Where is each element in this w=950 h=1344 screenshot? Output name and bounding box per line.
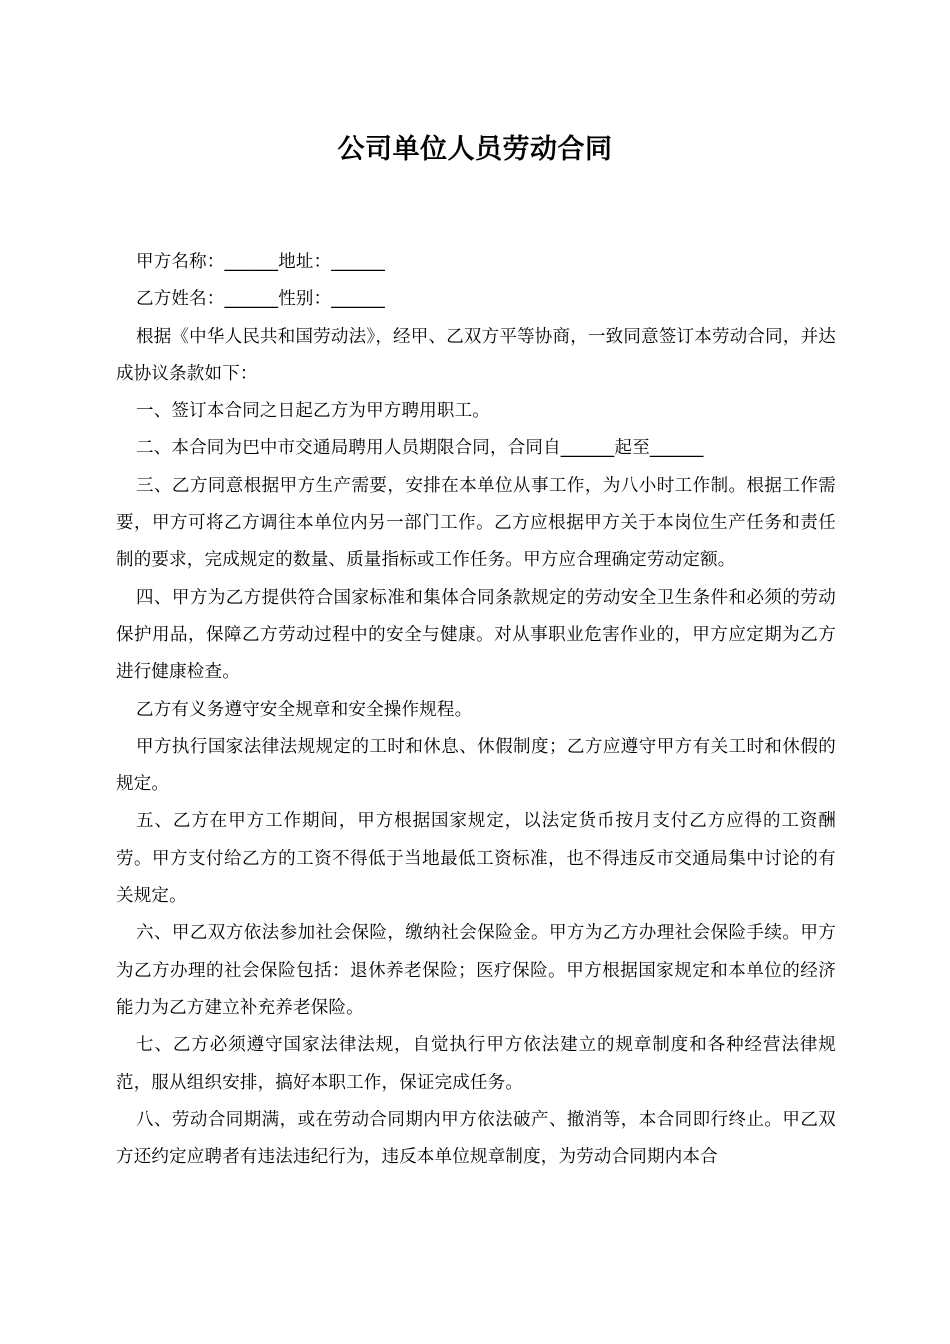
- clause-2: 二、本合同为巴中市交通局聘用人员期限合同，合同自______起至______: [136, 438, 704, 459]
- clause-4: 四、甲方为乙方提供符合国家标准和集体合同条款规定的劳动安全卫生条件和必须的劳动保护用品，保障乙方劳动过程中的安全与健康。对从事职业危害作业的，甲方应定期为乙方进行健康检查。: [116, 587, 836, 683]
- party-b-line: 乙方姓名：______性别：______: [136, 289, 385, 310]
- clause-8: 八、劳动合同期满，或在劳动合同期内甲方依法破产、撤消等，本合同即行终止。甲乙双方还约定应聘者有违法违纪行为，违反本单位规章制度，为劳动合同期内本合: [116, 1109, 836, 1168]
- document-body: [116, 244, 836, 1176]
- clause-4-safety-duty: 乙方有义务遵守安全规章和安全操作规程。: [136, 699, 473, 720]
- document-title: 公司单位人员劳动合同: [337, 134, 613, 165]
- clause-5: 五、乙方在甲方工作期间，甲方根据国家规定，以法定货币按月支付乙方应得的工资酬劳。甲方支付给乙方的工资不得低于当地最低工资标准，也不得违反市交通局集中讨论的有关规定。: [116, 811, 836, 907]
- clause-6: 六、甲乙双方依法参加社会保险，缴纳社会保险金。甲方为乙方办理社会保险手续。甲方为乙方办理的社会保险包括：退休养老保险；医疗保险。甲方根据国家规定和本单位的经济能力为乙方建立补充养老保险。: [116, 923, 836, 1018]
- party-a-line: 甲方名称：______地址：______: [136, 252, 385, 272]
- clause-1: 一、签订本合同之日起乙方为甲方聘用职工。: [136, 401, 490, 422]
- clause-4-working-hours: 甲方执行国家法律法规规定的工时和休息、休假制度；乙方应遵守甲方有关工时和休假的规定。: [116, 736, 836, 795]
- preamble-paragraph: 根据《中华人民共和国劳动法》，经甲、乙双方平等协商，一致同意签订本劳动合同，并达成协议条款如下：: [116, 326, 836, 384]
- clause-7: 七、乙方必须遵守国家法律法规，自觉执行甲方依法建立的规章制度和各种经营法律规范，服从组织安排，搞好本职工作，保证完成任务。: [116, 1035, 836, 1093]
- clause-3: 三、乙方同意根据甲方生产需要，安排在本单位从事工作，为八小时工作制。根据工作需要，甲方可将乙方调往本单位内另一部门工作。乙方应根据甲方关于本岗位生产任务和责任制的要求，完成规定的数量、质量指标或工作任务。甲方应合理确定劳动定额。: [116, 475, 836, 571]
